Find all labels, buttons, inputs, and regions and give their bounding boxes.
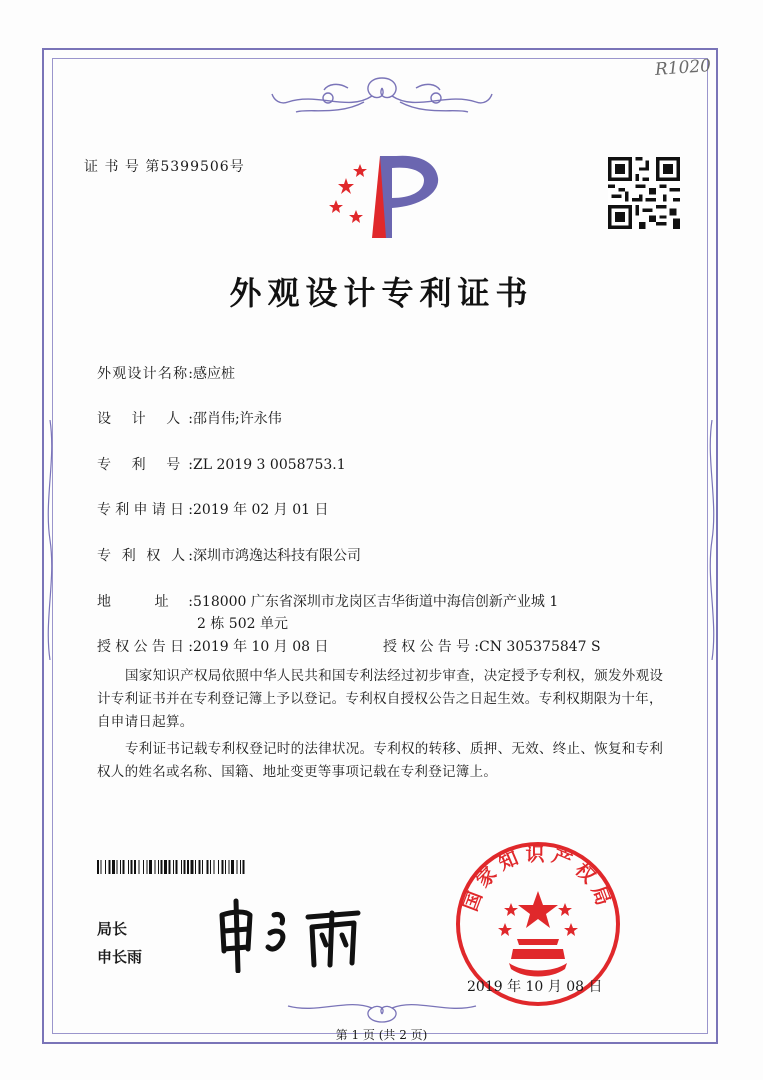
barcode-bar (143, 860, 144, 874)
statement-paragraph-2: 专利证书记载专利权登记时的法律状况。专利权的转移、质押、无效、终止、恢复和专利权人的姓名或名称、国籍、地址变更等事项记载在专利登记簿上。 (97, 741, 664, 780)
barcode-bar (173, 860, 174, 874)
barcode-bar (199, 860, 201, 874)
barcode-bar (229, 860, 230, 874)
design-name-label: 外观设计名称: (97, 366, 193, 382)
patentee-value: 深圳市鸿逸达科技有限公司 (193, 548, 361, 564)
filing-date-label: 专利申请日: (97, 502, 193, 518)
barcode-bar (123, 860, 125, 874)
barcode-bar (210, 860, 211, 874)
barcode-bar (147, 860, 148, 874)
signatory-role: 局长 (97, 920, 128, 938)
grant-number-label: 授权公告号: (383, 639, 479, 655)
barcode-bar (231, 860, 234, 874)
barcode-bar (202, 860, 203, 874)
qr-code-icon (608, 157, 680, 229)
barcode-bar (237, 860, 238, 874)
barcode-bar (218, 860, 219, 874)
barcode-bar (184, 860, 186, 874)
barcode-bar (161, 860, 163, 874)
barcode-bar (139, 860, 140, 874)
barcode-bar (187, 860, 189, 874)
left-ornament (44, 420, 56, 660)
designer-row (97, 408, 282, 428)
barcode-bar (195, 860, 196, 874)
certificate-title: 外观设计专利证书 (229, 274, 534, 312)
cnipa-logo-icon (322, 148, 442, 240)
statement-paragraph-1: 国家知识产权局依照中华人民共和国专利法经过初步审查，决定授予专利权，颁发外观设计专利证书并在专利登记簿上予以登记。专利权自授权公告之日起生效。专利权期限为十年，自申请日起算。 (97, 668, 664, 730)
barcode-bar (181, 860, 182, 874)
barcode-bar (105, 860, 106, 874)
svg-text:国家知识产权局: 国家知识产权局 (459, 843, 617, 915)
barcode-bar (112, 860, 115, 874)
barcode-bar (176, 860, 178, 874)
barcode-bar (207, 860, 209, 874)
patent-number-row (97, 454, 346, 474)
address-row (97, 591, 558, 611)
barcode-bar (120, 860, 121, 874)
seal-date: 2019 年 10 月 08 日 (467, 979, 603, 995)
signatory-name: 申长雨 (97, 948, 143, 966)
barcode-bar (164, 860, 167, 874)
design-name-value: 感应桩 (193, 366, 235, 382)
designer-value: 邵肖伟;许永伟 (193, 411, 282, 427)
right-ornament (706, 420, 718, 660)
barcode-bar (225, 860, 226, 874)
barcode-bar (97, 860, 99, 874)
barcode-bar (214, 860, 215, 874)
grant-date-label: 授权公告日: (97, 639, 193, 655)
barcode-bar (109, 860, 111, 874)
patentee-row (97, 545, 361, 565)
designer-label: 设 计 人: (97, 411, 193, 427)
barcode-bar (155, 860, 156, 874)
barcode-bar (128, 860, 129, 874)
barcode-bar (243, 860, 245, 874)
address-value-line1: 518000 广东省深圳市龙岗区吉华街道中海信创新产业城 1 (193, 594, 559, 610)
barcode-bar (158, 860, 159, 874)
barcode-bar (117, 860, 118, 874)
barcode-icon (97, 860, 319, 874)
design-name-row (97, 363, 235, 383)
grant-number-value: CN 305375847 S (479, 639, 601, 655)
barcode-bar (222, 860, 224, 874)
top-ornament (268, 72, 496, 118)
certificate-number: 证 书 号 第5399506号 (84, 159, 245, 175)
address-value-line2: 2 栋 502 单元 (197, 616, 288, 632)
barcode-bar (240, 860, 241, 874)
filing-date-value: 2019 年 02 月 01 日 (193, 502, 329, 518)
barcode-bar (149, 860, 152, 874)
signature-icon (212, 893, 382, 973)
barcode-bar (131, 860, 133, 874)
grant-date-row (97, 636, 329, 656)
barcode-bar (101, 860, 102, 874)
page-number: 第 1 页 (共 2 页) (335, 1028, 428, 1042)
patentee-label: 专 利 权 人: (97, 548, 193, 564)
patent-number-value: ZL 2019 3 0058753.1 (193, 457, 346, 473)
filing-date-row (97, 499, 329, 519)
grant-number-row (383, 636, 601, 656)
barcode-bar (169, 860, 171, 874)
handwritten-note: R1020 (654, 56, 712, 80)
barcode-bar (191, 860, 194, 874)
address-label: 地 址: (97, 594, 193, 610)
patent-number-label: 专 利 号: (97, 457, 193, 473)
barcode-bar (134, 860, 136, 874)
grant-date-value: 2019 年 10 月 08 日 (193, 639, 329, 655)
